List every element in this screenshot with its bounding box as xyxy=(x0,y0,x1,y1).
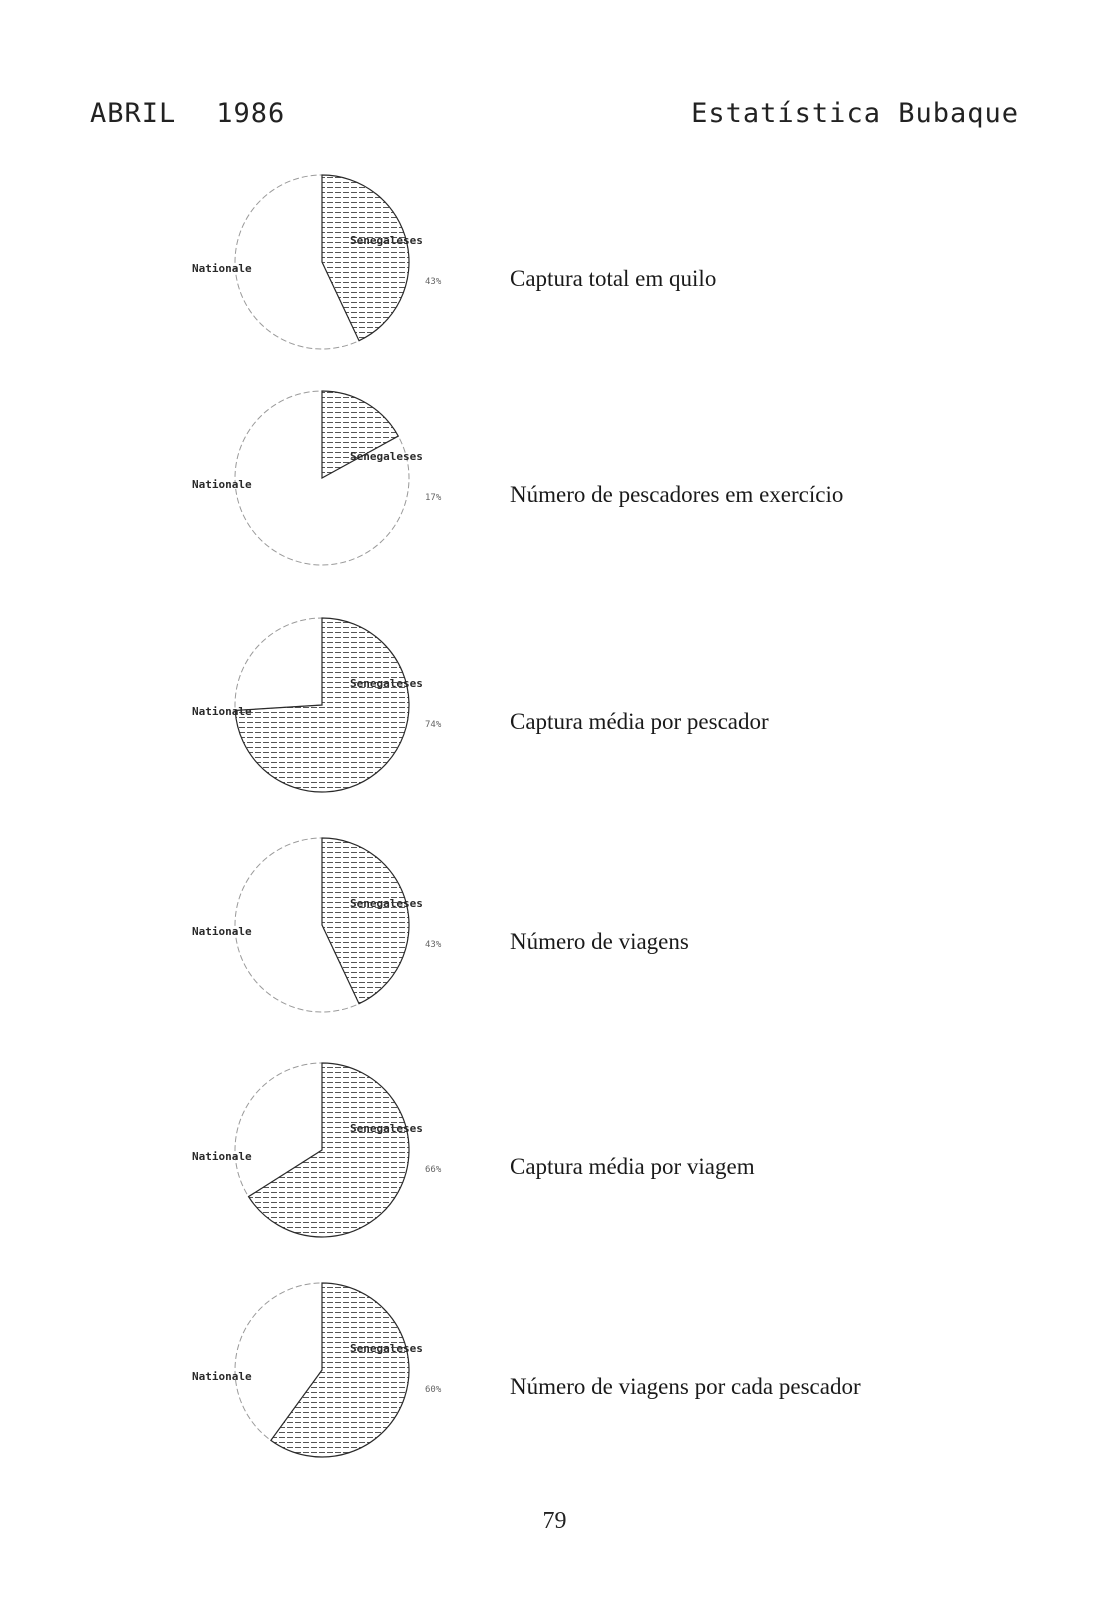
pie-slice-senegaleses xyxy=(235,618,409,792)
chart-title: Captura total em quilo xyxy=(510,266,717,291)
label-senegaleses: Senegaleses xyxy=(350,1122,423,1135)
chart-title: Captura média por viagem xyxy=(510,1154,755,1179)
data-label-percent: 43% xyxy=(425,277,442,287)
chart-title: Número de viagens xyxy=(510,929,689,954)
label-senegaleses: Senegaleses xyxy=(350,677,423,690)
label-senegaleses: Senegaleses xyxy=(350,450,423,463)
pie-slice-senegaleses xyxy=(322,838,409,1004)
header-year: 1986 xyxy=(216,98,286,129)
pie-slice-senegaleses xyxy=(322,391,398,478)
pie-slice-senegaleses xyxy=(271,1283,409,1457)
data-label-percent: 43% xyxy=(425,940,442,950)
pie-slice-senegaleses xyxy=(322,175,409,341)
label-senegaleses: Senegaleses xyxy=(350,1342,423,1355)
chart-title: Número de pescadores em exercício xyxy=(510,482,844,507)
chart-title: Captura média por pescador xyxy=(510,709,769,734)
data-label-percent: 60% xyxy=(425,1385,442,1395)
data-label-percent: 74% xyxy=(425,720,442,730)
label-nationale: Nationale xyxy=(192,1370,252,1383)
header-month: ABRIL xyxy=(90,98,177,129)
label-nationale: Nationale xyxy=(192,705,252,718)
chart-title: Número de viagens por cada pescador xyxy=(510,1374,861,1399)
label-senegaleses: Senegaleses xyxy=(350,897,423,910)
pie-slice-senegaleses xyxy=(249,1063,409,1237)
data-label-percent: 17% xyxy=(425,493,442,503)
label-nationale: Nationale xyxy=(192,478,252,491)
label-senegaleses: Senegaleses xyxy=(350,234,423,247)
pie-slice-nationale xyxy=(235,618,322,710)
label-nationale: Nationale xyxy=(192,1150,252,1163)
label-nationale: Nationale xyxy=(192,925,252,938)
page-header-title: Estatística Bubaque xyxy=(691,98,1019,129)
data-label-percent: 66% xyxy=(425,1165,442,1175)
label-nationale: Nationale xyxy=(192,262,252,275)
page-number: 79 xyxy=(542,1508,567,1534)
